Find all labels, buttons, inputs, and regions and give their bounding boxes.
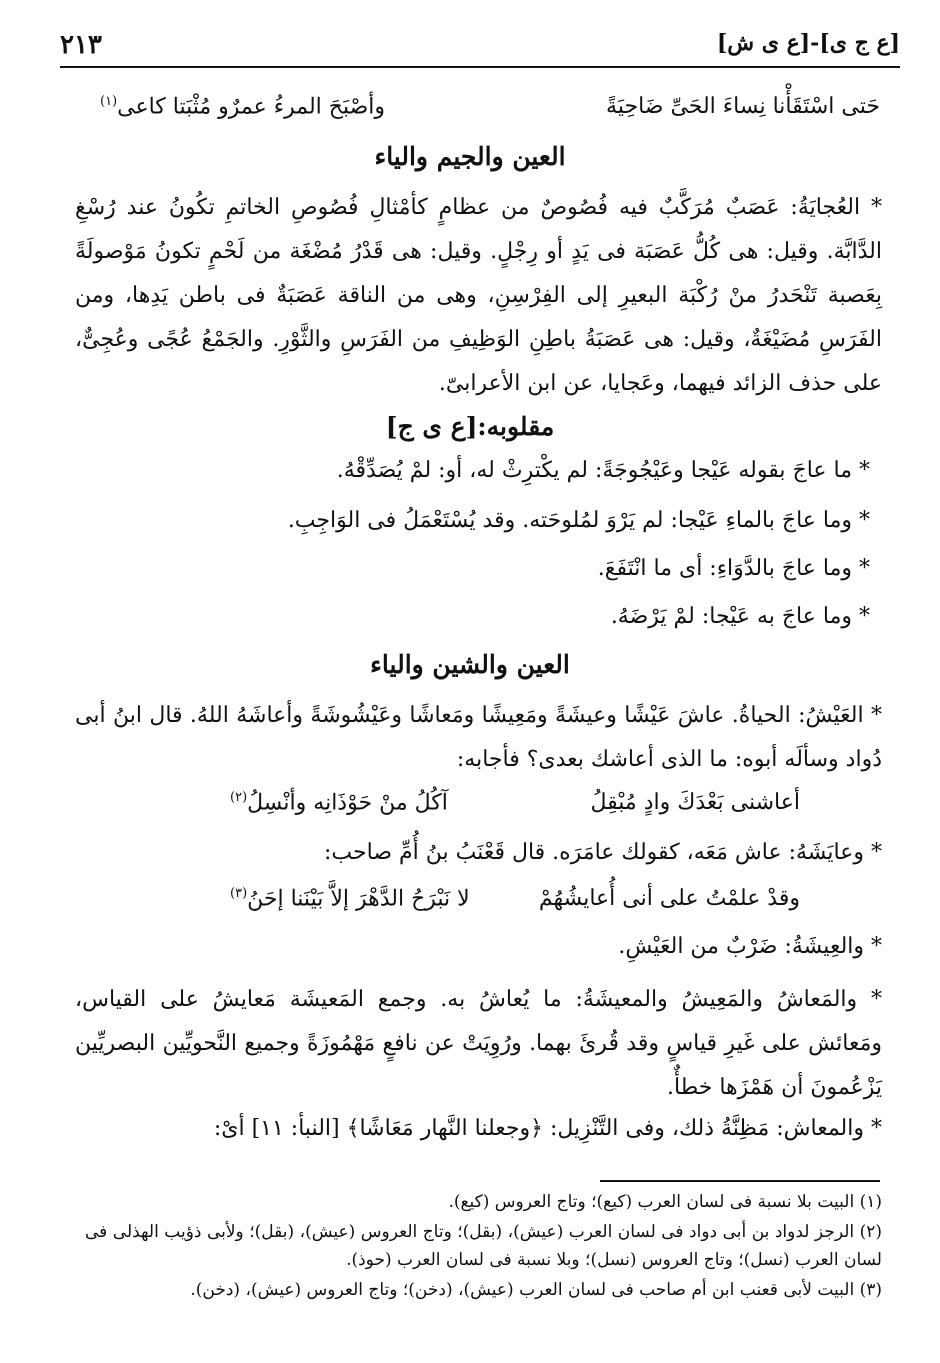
verse-2 bbox=[230, 790, 800, 826]
entry-line: * وما عاجَ بالماءِ عَيْجا: لم يَرْوَ لمُلوحَته. وقد يُسْتَعْمَلُ فى الوَاجِبِ. bbox=[287, 508, 870, 533]
entry-ujaya-paragraph: * العُجايَةُ: عَصَبٌ مُرَكَّبٌ فيه فُصُوصٌ من عظامٍ كأمْثالِ فُصُوصِ الخاتمِ تكُونُ عند رُسْغِ الدَّابَّة. وقيل: هى كُلُّ عَصَبَة فى يَدٍ أو رِجْلٍ. وقيل: هى قَدْرُ مُضْغَة من لَحْمٍ تكونُ مَوْصولَةً بِعَصبة تَنْحَدرُ منْ رُكْبَة البعيرِ إلى الفِرْسِنِ، وهى من الناقة عَصَبَةٌ فى باطن يَدِها، ومن الفَرَسِ مُضَيْغَةٌ، وقيل: هى عَصَبَةُ باطِنِ الوَظِيفِ من الفَرَسِ والثَّوْرِ. والجَمْعُ عُجًى وعُجِىٌّ، على حذف الزائد فيهما، وعَجايا، عن ابن الأعرابىّ. bbox=[75, 195, 882, 396]
section-heading-ain-jim-ya: العين والجيم والياء bbox=[374, 142, 566, 171]
verse-3-second-hemistich: لا نَبْرَحُ الدَّهْرَ إلاَّ بَيْنَنا إحَنُ$^{(٣)}$ bbox=[230, 886, 470, 912]
page-number: ٢١٣ bbox=[60, 30, 102, 60]
section-heading-maqlubuh: مقلوبه:[ع ى ج] bbox=[385, 412, 555, 441]
entry-aysh-paragraph: * العَيْشُ: الحياةُ. عاشَ عَيْشًا وعيشَةً ومَعِيشًا ومَعاشًا وعَيْشُوشَةً وأعاشَهُ اللهُ. قال ابنُ أبى دُواد وسألَه أبوه: ما الذى أعاشك بعدى؟ فأجابه: bbox=[75, 703, 882, 772]
verse-2-second-hemistich: آكُلُ منْ حَوْذَانِه وأنْسِلُ$^{(٢)}$ bbox=[230, 790, 448, 816]
header-rule bbox=[60, 66, 900, 68]
entry-line: * وما عاجَ به عَيْجا: لمْ يَرْضَهُ. bbox=[610, 604, 870, 629]
section-heading-ain-shin-ya: العين والشين والياء bbox=[370, 650, 570, 679]
footnote-rule bbox=[600, 1180, 880, 1182]
entry-ayashahu: * وعايَشَهُ: عاش مَعَه، كقولك عامَرَه. قال قَعْنَبُ بنُ أُمِّ صاحب: bbox=[324, 840, 882, 865]
running-header bbox=[60, 30, 900, 64]
verse-1 bbox=[100, 94, 880, 130]
verse-3 bbox=[230, 886, 800, 922]
footnote-2: (٢) الرجز لدواد بن أبى دواد فى لسان العرب (عيش)، (بقل)؛ وتاج العروس (عيش)، (بقل)؛ ولأبى ذؤيب الهذلى فى لسان العرب (نسل)؛ وتاج العروس (نسل)؛ وبلا نسبة فى لسان العرب (حوذ). bbox=[85, 1222, 882, 1270]
entry-maash-paragraph: * والمَعاشُ والمَعِيشُ والمعيشَةُ: ما يُعاشُ به. وجمع المَعيشَة مَعايشُ على القياس، ومَعائش على غَيرِ قياسٍ وقد قُرئَ بهما. ورُوِيَتْ عن نافعٍ مَهْمُوزَةً وجميع النَّحويِّين البصريِّين يَزْعُمونَ أن هَمْزَها خطأٌ. bbox=[75, 987, 882, 1100]
verse-1-first-hemistich: حَتى اسْتَقَأْنا نِساءَ الحَىِّ ضَاحِيَةً bbox=[606, 94, 880, 119]
footnote-ref-3: (٣) bbox=[230, 886, 248, 901]
verse-1-second-hemistich: وأصْبَحَ المرءُ عمرٌو مُثْبَتا كاعى$^{(١)}$ bbox=[100, 94, 386, 120]
footnote-1: (١) البيت بلا نسبة فى لسان العرب (كيع)؛ وتاج العروس (كيع). bbox=[448, 1192, 882, 1212]
entry-maash-tanzil: * والمعاش: مَظِنَّةُ ذلك، وفى التَّنْزِيل: ﴿وجعلنا النَّهار مَعَاشًا﴾ [النبأ: ١١] أىْ: bbox=[213, 1116, 882, 1141]
verse-3-first-hemistich: وقدْ علمْتُ على أنى أُعايشُهُمْ bbox=[538, 886, 800, 911]
footnote-3: (٣) البيت لأبى قعنب ابن أم صاحب فى لسان العرب (عيش)، (دخن)؛ وتاج العروس (عيش)، (دخن). bbox=[190, 1280, 882, 1300]
entry-line: * وما عاجَ بالدَّوَاءِ: أى ما انْتَفَعَ. bbox=[597, 556, 870, 581]
footnote-ref-1: (١) bbox=[100, 94, 118, 109]
entry-ishah: * والعِيشَةُ: ضَرْبٌ من العَيْشِ. bbox=[618, 934, 882, 959]
entry-line: * ما عاجَ بقوله عَيْجا وعَيْجُوجَةً: لم يكْترِثْ له، أو: لمْ يُصَدِّقْهُ. bbox=[336, 458, 870, 483]
header-section-letters: [ع ج ى]-[ع ى ش] bbox=[716, 30, 900, 56]
verse-2-first-hemistich: أعاشنى بَعْدَكَ وادٍ مُبْقِلُ bbox=[590, 790, 800, 815]
footnote-ref-2: (٢) bbox=[230, 790, 248, 805]
